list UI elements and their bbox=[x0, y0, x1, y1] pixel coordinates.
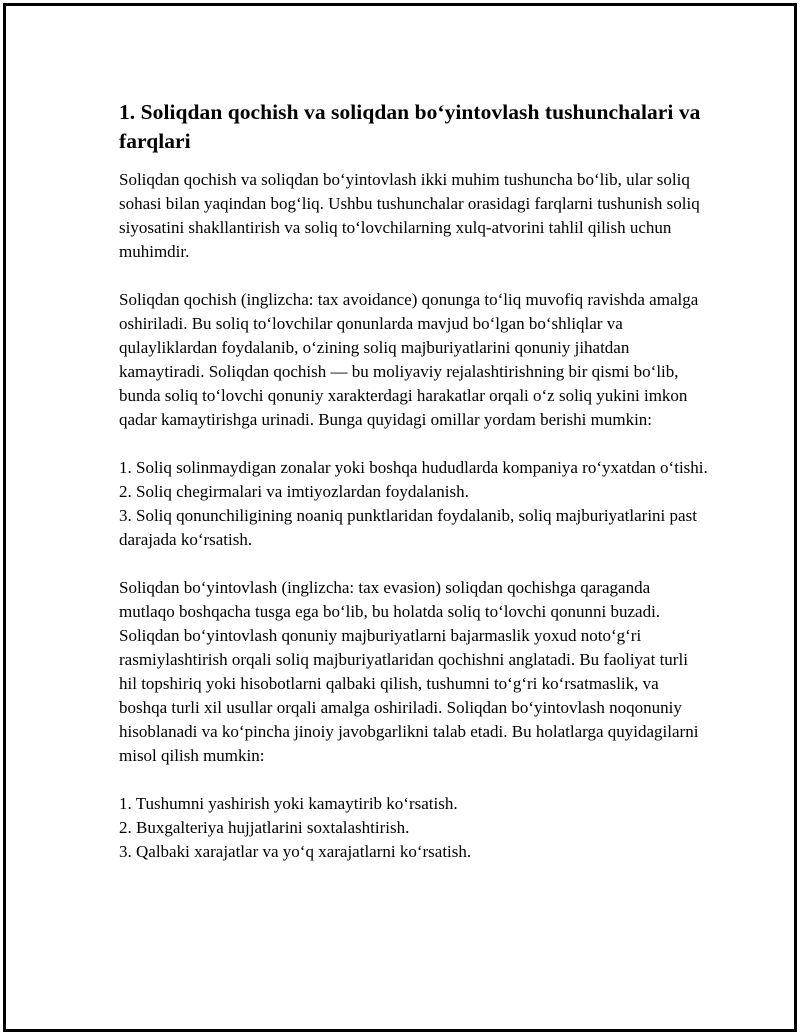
intro-paragraph: Soliqdan qochish va soliqdan bo‘yintovlash ikki muhim tushuncha bo‘lib, ular soliq sohasi bilan yaqindan bog‘liq. Ushbu tushunchalar orasidagi farqlarni tushunish soliq siyosatini shakllantirish va soliq to‘lovchilarning xulq-atvorini tahlil qilish uchun muhimdir. bbox=[119, 170, 700, 261]
section-title: 1. Soliqdan qochish va soliqdan bo‘yintovlash tushunchalari va farqlari bbox=[119, 100, 701, 153]
list-item: 1. Tushumni yashirish yoki kamaytirib ko‘rsatish. bbox=[119, 794, 458, 813]
tax-avoidance-paragraph: Soliqdan qochish (inglizcha: tax avoidance) qonunga to‘liq muvofiq ravishda amalga oshiriladi. Bu soliq to‘lovchilar qonunlarda mavjud bo‘lgan bo‘shliqlar va qulayliklardan foydalanib, o‘zining soliq majburiyatlarini qonuniy jihatdan kamaytiradi. Soliqdan qochish — bu moliyaviy rejalashtirishning bir qismi bo‘lib, bunda soliq to‘lovchi qonuniy xarakterdagi harakatlar orqali o‘z soliq yukini imkon qadar kamaytirishga urinadi. Bunga quyidagi omillar yordam berishi mumkin: bbox=[119, 290, 699, 429]
list-item: 2. Soliq chegirmalari va imtiyozlardan foydalanish. bbox=[119, 482, 469, 501]
tax-evasion-paragraph: Soliqdan bo‘yintovlash (inglizcha: tax evasion) soliqdan qochishga qaraganda mutlaqo boshqacha tusga ega bo‘lib, bu holatda soliq to‘lovchi qonunni buzadi. Soliqdan bo‘yintovlash qonuniy majburiyatlarni bajarmaslik yoxud noto‘g‘ri rasmiylashtirish orqali soliq majburiyatlaridan qochishni anglatadi. Bu faoliyat turli hil topshiriq yoki hisobotlarni qalbaki qilish, tushumni to‘g‘ri ko‘rsatmaslik, va boshqa turli xil usullar orqali amalga oshiriladi. Soliqdan bo‘yintovlash noqonuniy hisoblanadi va ko‘pincha jinoiy javobgarlikni talab etadi. Bu holatlarga quyidagilarni misol qilish mumkin: bbox=[119, 578, 699, 765]
list-item: 2. Buxgalteriya hujjatlarini soxtalashtirish. bbox=[119, 818, 410, 837]
tax-evasion-list bbox=[119, 792, 709, 864]
document-body bbox=[119, 98, 709, 864]
list-item: 3. Soliq qonunchiligining noaniq punktlaridan foydalanib, soliq majburiyatlarini past darajada ko‘rsatish. bbox=[119, 506, 697, 549]
document-page bbox=[3, 3, 797, 1032]
list-item: 3. Qalbaki xarajatlar va yo‘q xarajatlarni ko‘rsatish. bbox=[119, 842, 472, 861]
tax-avoidance-list bbox=[119, 456, 709, 552]
list-item: 1. Soliq solinmaydigan zonalar yoki boshqa hududlarda kompaniya ro‘yxatdan o‘tishi. bbox=[119, 458, 708, 477]
